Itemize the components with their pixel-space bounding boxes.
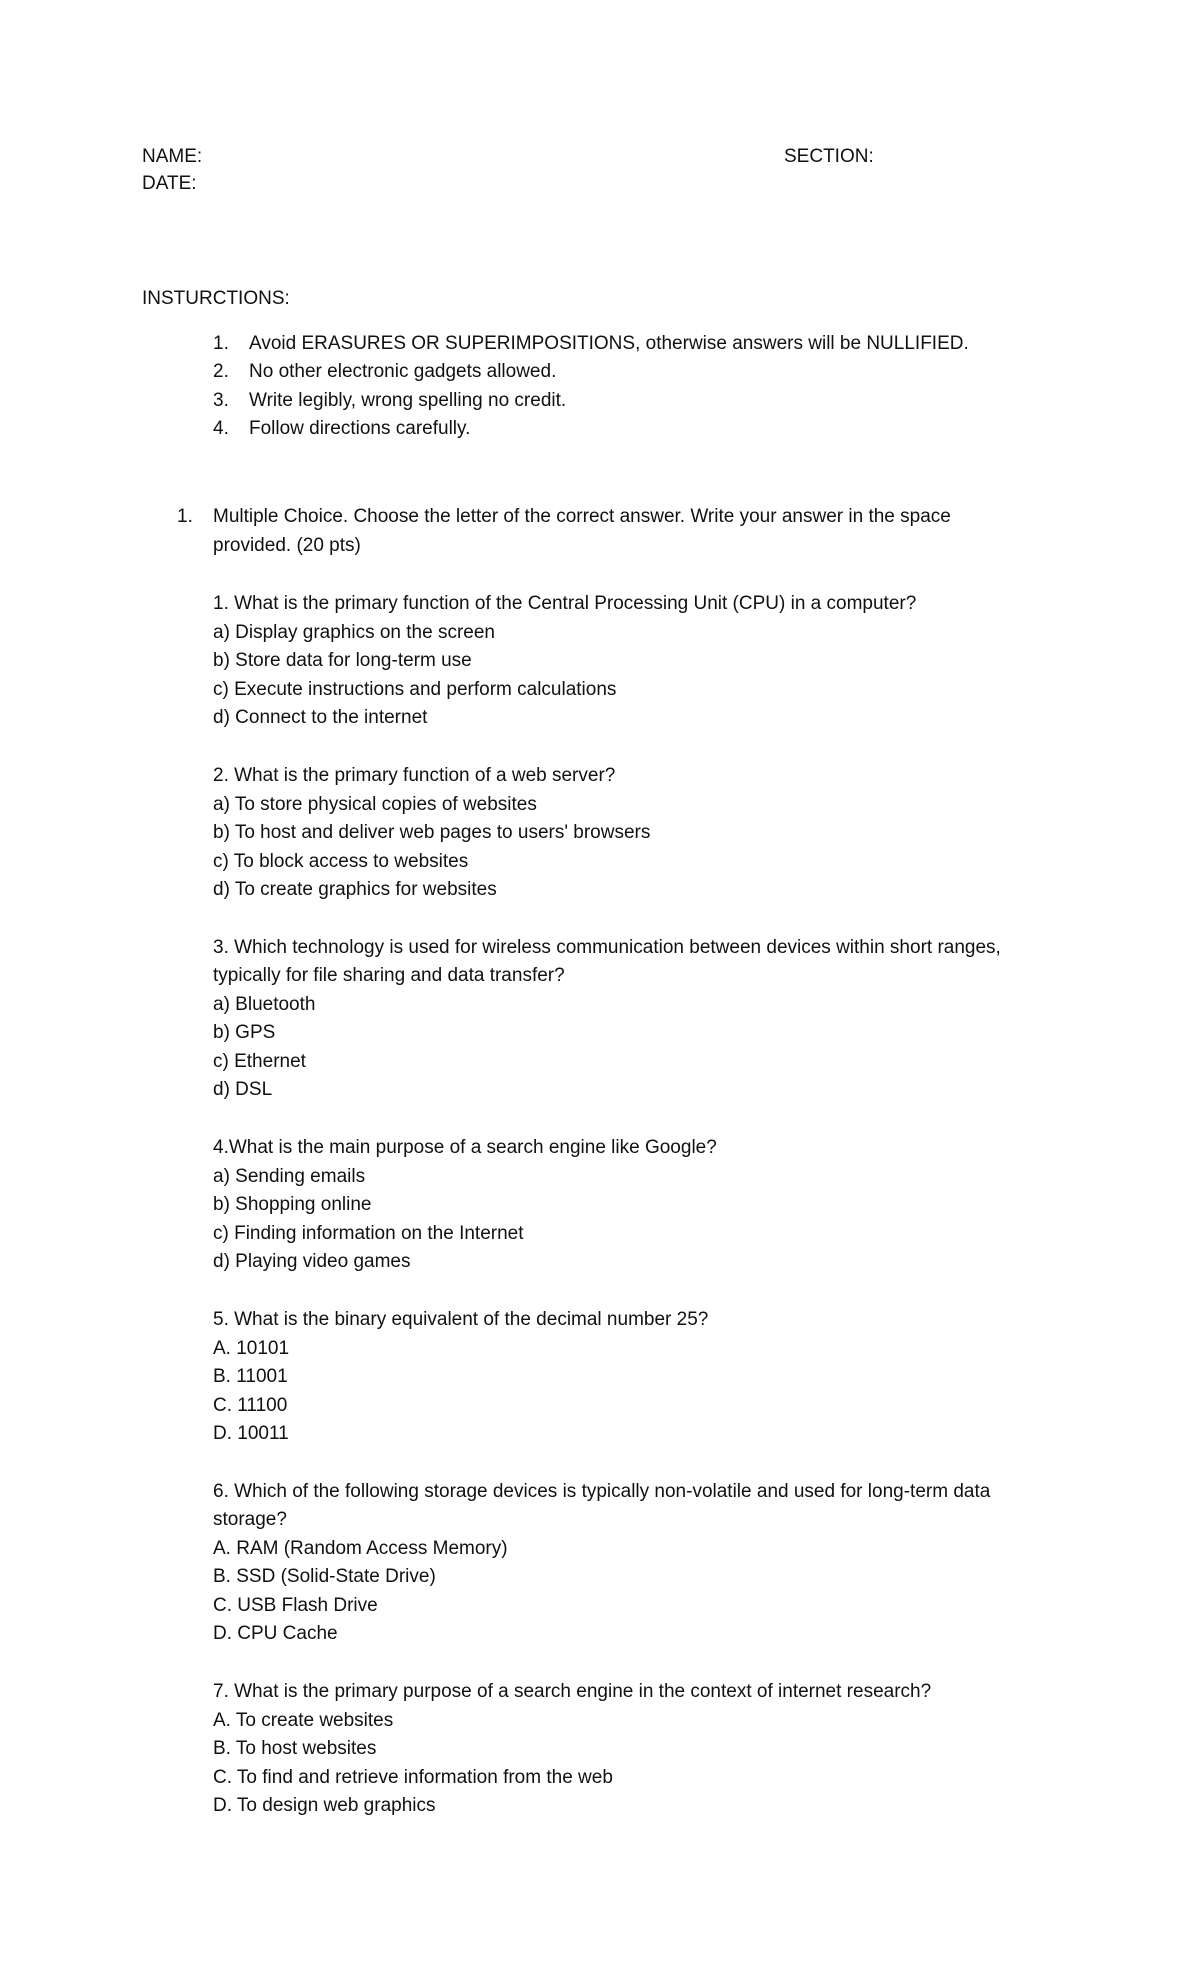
- question-text: 7. What is the primary purpose of a search engine in the context of internet research?: [213, 1681, 932, 1702]
- answer-choice: a) Sending emails: [213, 1166, 366, 1187]
- instruction-text: No other electronic gadgets allowed.: [249, 361, 557, 382]
- answer-choice: b) To host and deliver web pages to users' browsers: [213, 822, 651, 843]
- instruction-number: 2.: [213, 361, 229, 382]
- question-text: 4.What is the main purpose of a search engine like Google?: [213, 1137, 717, 1158]
- instruction-number: 4.: [213, 418, 229, 439]
- question-text: 6. Which of the following storage devices is typically non-volatile and used for long-term data: [213, 1481, 991, 1502]
- part-heading: Multiple Choice. Choose the letter of the correct answer. Write your answer in the space: [213, 506, 951, 527]
- question-text: storage?: [213, 1509, 287, 1530]
- instruction-number: 1.: [213, 333, 229, 354]
- answer-choice: a) Display graphics on the screen: [213, 622, 495, 643]
- answer-choice: A. 10101: [213, 1338, 290, 1359]
- section-label: SECTION:: [784, 146, 874, 167]
- question-text: 1. What is the primary function of the Central Processing Unit (CPU) in a computer?: [213, 593, 917, 614]
- answer-choice: b) GPS: [213, 1022, 276, 1043]
- answer-choice: C. 11100: [213, 1395, 288, 1416]
- instructions-heading: INSTURCTIONS:: [142, 288, 290, 309]
- answer-choice: d) Connect to the internet: [213, 707, 428, 728]
- answer-choice: d) To create graphics for websites: [213, 879, 497, 900]
- name-label: NAME:: [142, 146, 203, 167]
- question-text: 2. What is the primary function of a web server?: [213, 765, 616, 786]
- answer-choice: b) Shopping online: [213, 1194, 372, 1215]
- answer-choice: c) Finding information on the Internet: [213, 1223, 524, 1244]
- answer-choice: A. RAM (Random Access Memory): [213, 1538, 508, 1559]
- answer-choice: c) Ethernet: [213, 1051, 306, 1072]
- answer-choice: d) Playing video games: [213, 1251, 411, 1272]
- answer-choice: D. To design web graphics: [213, 1795, 436, 1816]
- answer-choice: B. To host websites: [213, 1738, 377, 1759]
- answer-choice: D. 10011: [213, 1423, 289, 1444]
- answer-choice: D. CPU Cache: [213, 1623, 338, 1644]
- answer-choice: B. 11001: [213, 1366, 288, 1387]
- answer-choice: C. USB Flash Drive: [213, 1595, 378, 1616]
- instruction-number: 3.: [213, 390, 229, 411]
- instruction-text: Write legibly, wrong spelling no credit.: [249, 390, 567, 411]
- question-text: 3. Which technology is used for wireless communication between devices within short ranges,: [213, 937, 1001, 958]
- answer-choice: c) Execute instructions and perform calculations: [213, 679, 617, 700]
- part-number: 1.: [177, 506, 193, 527]
- part-heading: provided. (20 pts): [213, 535, 361, 556]
- answer-choice: B. SSD (Solid-State Drive): [213, 1566, 436, 1587]
- answer-choice: A. To create websites: [213, 1710, 394, 1731]
- instruction-text: Avoid ERASURES OR SUPERIMPOSITIONS, otherwise answers will be NULLIFIED.: [249, 333, 969, 354]
- date-label: DATE:: [142, 173, 197, 194]
- answer-choice: C. To find and retrieve information from the web: [213, 1767, 613, 1788]
- answer-choice: d) DSL: [213, 1079, 273, 1100]
- answer-choice: c) To block access to websites: [213, 851, 469, 872]
- answer-choice: b) Store data for long-term use: [213, 650, 472, 671]
- answer-choice: a) To store physical copies of websites: [213, 794, 537, 815]
- question-text: 5. What is the binary equivalent of the decimal number 25?: [213, 1309, 709, 1330]
- instruction-text: Follow directions carefully.: [249, 418, 471, 439]
- question-text: typically for file sharing and data transfer?: [213, 965, 565, 986]
- answer-choice: a) Bluetooth: [213, 994, 316, 1015]
